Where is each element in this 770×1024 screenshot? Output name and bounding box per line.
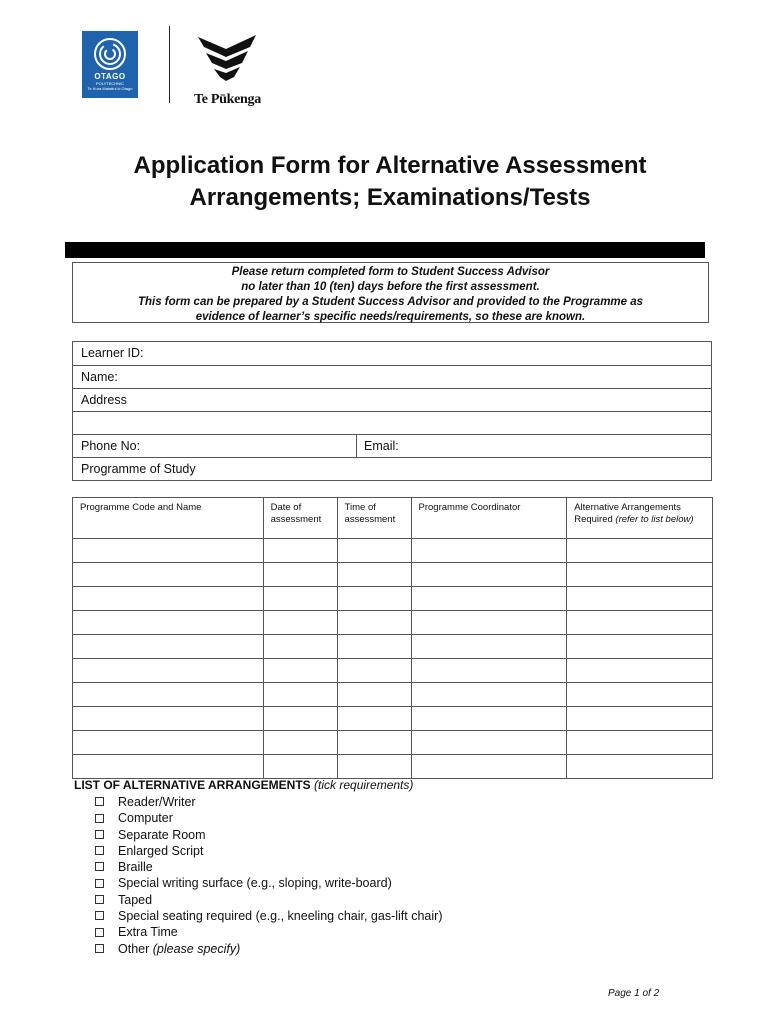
otago-sub-maori: Te Kura Matatini ki Otago xyxy=(87,86,133,91)
table-header-row xyxy=(73,498,713,539)
table-cell[interactable] xyxy=(73,755,264,779)
address-field-line2[interactable] xyxy=(73,411,711,434)
table-cell[interactable] xyxy=(337,659,411,683)
arrangements-title: LIST OF ALTERNATIVE ARRANGEMENTS xyxy=(74,778,311,792)
arrangement-item xyxy=(95,859,442,875)
col-alt-note: (refer to list below) xyxy=(615,514,694,525)
table-cell[interactable] xyxy=(337,635,411,659)
table-row xyxy=(73,659,713,683)
table-cell[interactable] xyxy=(567,755,713,779)
col-date-line1: Date of xyxy=(270,502,302,513)
contact-row xyxy=(73,434,711,457)
otago-name: OTAGO xyxy=(94,72,126,81)
otago-sub: POLYTECHNIC xyxy=(95,81,125,86)
arrangement-label: Separate Room xyxy=(118,827,206,842)
table-cell[interactable] xyxy=(567,659,713,683)
col-alternative-arrangements xyxy=(567,498,713,539)
page-number: Page 1 of 2 xyxy=(608,988,660,999)
table-cell[interactable] xyxy=(567,611,713,635)
email-label: Email: xyxy=(364,439,399,453)
arrangement-item xyxy=(95,794,442,810)
address-label: Address xyxy=(81,393,127,407)
arrangement-label: Computer xyxy=(118,811,173,826)
table-cell[interactable] xyxy=(73,539,264,563)
phone-label: Phone No: xyxy=(81,439,141,453)
programme-assessment-table xyxy=(72,497,713,779)
notice-line: evidence of learner’s specific needs/requirements, so these are known. xyxy=(195,311,586,323)
checkbox[interactable] xyxy=(95,895,104,904)
table-cell[interactable] xyxy=(411,539,567,563)
tepukenga-wordmark: Te Pūkenga xyxy=(194,92,261,107)
table-cell[interactable] xyxy=(567,731,713,755)
table-cell[interactable] xyxy=(263,659,337,683)
notice-line: Please return completed form to Student Success Advisor xyxy=(231,266,550,278)
table-cell[interactable] xyxy=(567,539,713,563)
arrangement-item xyxy=(95,827,442,843)
table-cell[interactable] xyxy=(73,635,264,659)
arrangement-label: Special seating required (e.g., kneeling chair, gas-lift chair) xyxy=(118,909,443,924)
notice-line: no later than 10 (ten) days before the first assessment. xyxy=(241,281,540,293)
other-note: (please specify) xyxy=(152,941,241,956)
otago-swirl-icon xyxy=(93,37,127,71)
table-cell[interactable] xyxy=(73,659,264,683)
arrangements-note: (tick requirements) xyxy=(314,778,414,792)
table-cell[interactable] xyxy=(73,683,264,707)
arrangement-label: Extra Time xyxy=(118,925,178,940)
logo-divider xyxy=(169,26,170,103)
cell-divider xyxy=(356,435,357,457)
learner-id-field[interactable] xyxy=(73,342,711,365)
table-row xyxy=(73,755,713,779)
table-cell[interactable] xyxy=(411,563,567,587)
table-cell[interactable] xyxy=(567,707,713,731)
checkbox[interactable] xyxy=(95,830,104,839)
table-cell[interactable] xyxy=(337,563,411,587)
programme-of-study-field[interactable] xyxy=(73,457,711,480)
programme-of-study-label: Programme of Study xyxy=(81,462,196,476)
table-cell[interactable] xyxy=(263,539,337,563)
table-cell[interactable] xyxy=(263,587,337,611)
table-cell[interactable] xyxy=(411,635,567,659)
table-cell[interactable] xyxy=(337,755,411,779)
table-cell[interactable] xyxy=(411,683,567,707)
arrangement-item xyxy=(95,810,442,826)
table-cell[interactable] xyxy=(567,563,713,587)
tepukenga-mark-icon xyxy=(194,31,260,85)
instructions-notice xyxy=(72,262,709,323)
arrangement-item xyxy=(95,843,442,859)
learner-details-table xyxy=(72,341,712,481)
table-cell[interactable] xyxy=(337,683,411,707)
table-cell[interactable] xyxy=(73,731,264,755)
table-cell[interactable] xyxy=(73,611,264,635)
table-cell[interactable] xyxy=(337,707,411,731)
table-cell[interactable] xyxy=(411,731,567,755)
arrangement-label: Other xyxy=(118,941,150,956)
name-field[interactable] xyxy=(73,365,711,388)
arrangement-item xyxy=(95,875,442,891)
checkbox[interactable] xyxy=(95,846,104,855)
table-cell[interactable] xyxy=(73,707,264,731)
arrangement-item xyxy=(95,892,442,908)
title-divider-bar xyxy=(65,242,705,258)
arrangement-label: Taped xyxy=(118,892,153,907)
form-title-line2: Arrangements; Examinations/Tests xyxy=(189,184,591,211)
table-cell[interactable] xyxy=(337,587,411,611)
notice-line: This form can be prepared by a Student Success Advisor and provided to the Programme as xyxy=(137,296,644,308)
arrangement-label: Braille xyxy=(118,860,153,875)
table-cell[interactable] xyxy=(411,755,567,779)
arrangements-heading xyxy=(74,778,413,792)
col-alt-line1: Alternative Arrangements xyxy=(574,502,681,513)
arrangement-label: Special writing surface (e.g., sloping, write-board) xyxy=(118,876,392,891)
table-cell[interactable] xyxy=(73,587,264,611)
arrangement-item xyxy=(95,941,442,957)
table-row xyxy=(73,563,713,587)
checkbox[interactable] xyxy=(95,862,104,871)
table-row xyxy=(73,635,713,659)
col-alt-line2: Required xyxy=(574,514,613,525)
col-programme-coordinator: Programme Coordinator xyxy=(411,498,567,539)
table-cell[interactable] xyxy=(337,731,411,755)
checkbox[interactable] xyxy=(95,928,104,937)
table-cell[interactable] xyxy=(337,611,411,635)
form-title-line1: Application Form for Alternative Assessment xyxy=(133,152,647,179)
arrangement-item xyxy=(95,908,442,924)
table-cell[interactable] xyxy=(567,587,713,611)
checkbox[interactable] xyxy=(95,944,104,953)
table-row xyxy=(73,539,713,563)
learner-id-label: Learner ID: xyxy=(81,346,144,360)
table-row xyxy=(73,683,713,707)
table-cell[interactable] xyxy=(263,755,337,779)
address-field[interactable] xyxy=(73,388,711,411)
table-cell[interactable] xyxy=(263,707,337,731)
tepukenga-logo xyxy=(194,31,266,108)
table-cell[interactable] xyxy=(567,635,713,659)
arrangement-label: Enlarged Script xyxy=(118,843,204,858)
table-row xyxy=(73,707,713,731)
table-cell[interactable] xyxy=(263,635,337,659)
table-cell[interactable] xyxy=(411,707,567,731)
col-time-line1: Time of xyxy=(344,502,376,513)
checkbox[interactable] xyxy=(95,814,104,823)
table-cell[interactable] xyxy=(263,683,337,707)
col-date-of-assessment xyxy=(263,498,337,539)
arrangements-checklist xyxy=(95,794,442,957)
table-cell[interactable] xyxy=(411,611,567,635)
table-cell[interactable] xyxy=(337,539,411,563)
table-cell[interactable] xyxy=(263,563,337,587)
col-time-line2: assessment xyxy=(344,514,396,525)
table-row xyxy=(73,731,713,755)
table-row xyxy=(73,611,713,635)
table-cell[interactable] xyxy=(411,587,567,611)
col-programme-code-name: Programme Code and Name xyxy=(73,498,264,539)
form-title xyxy=(0,150,770,214)
checkbox[interactable] xyxy=(95,911,104,920)
checkbox[interactable] xyxy=(95,797,104,806)
col-date-line2: assessment xyxy=(270,514,322,525)
table-cell[interactable] xyxy=(411,659,567,683)
table-cell[interactable] xyxy=(263,731,337,755)
otago-polytechnic-logo xyxy=(82,31,138,98)
col-time-of-assessment xyxy=(337,498,411,539)
checkbox[interactable] xyxy=(95,879,104,888)
table-cell[interactable] xyxy=(567,683,713,707)
name-label: Name: xyxy=(81,370,118,384)
table-cell[interactable] xyxy=(73,563,264,587)
arrangement-item xyxy=(95,924,442,940)
arrangement-label: Reader/Writer xyxy=(118,795,196,809)
table-cell[interactable] xyxy=(263,611,337,635)
table-row xyxy=(73,587,713,611)
